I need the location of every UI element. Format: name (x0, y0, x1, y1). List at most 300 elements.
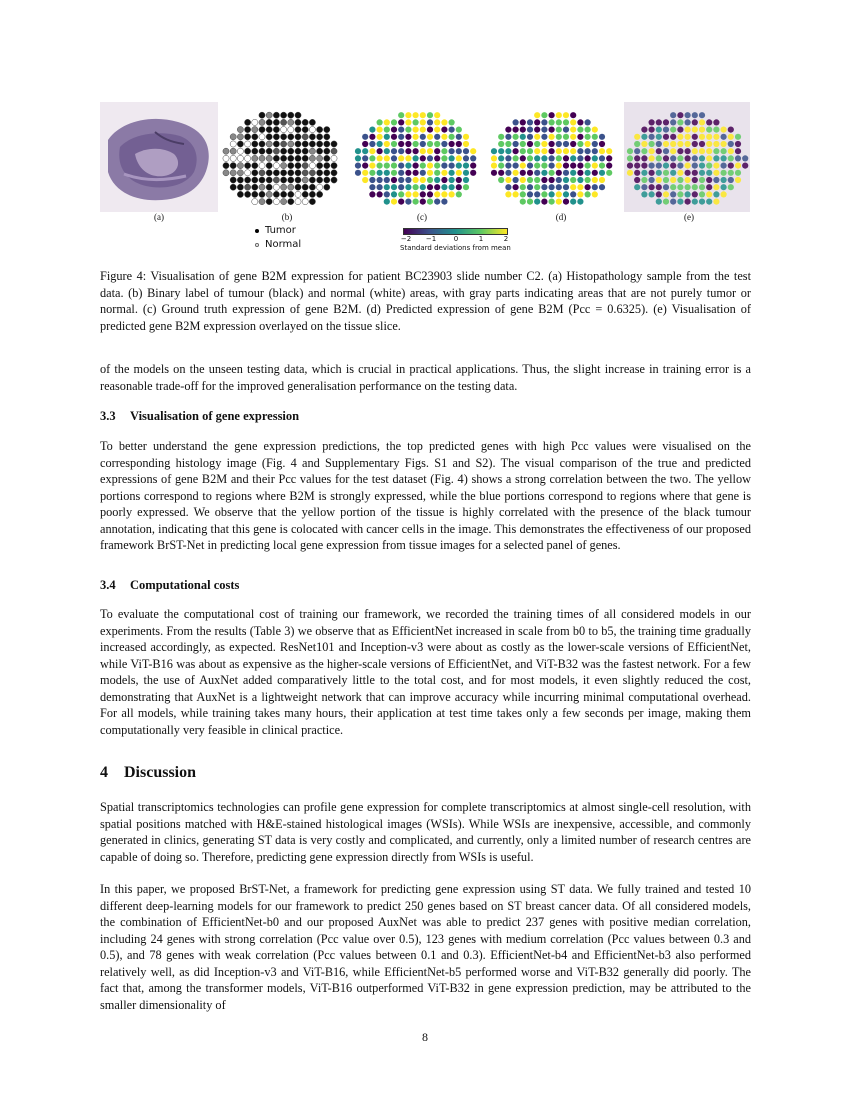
expression-spot (534, 199, 540, 205)
paragraph-3-3: To better understand the gene expression predictions, the top predicted genes with high Pcc values were visualised on the corresponding histology image (Fig. 4 and Supplementary Figs. S1 and S2). The visual comparison of the true and predicted expressions of gene B2M and their Pcc values for the test dataset (Fig. 4) shows a strong correlation between the two. The yellow portions correspond to regions where B2M is strongly expressed, while the blue portions correspond to regions where that gene is poorly expressed. We observe that the yellow portion of the tissue is highly correlated with the presence of the black tumour annotation, indicating that this gene is colocated with cancer cells in the image. This demonstrates the effectiveness of our proposed framework BrST-Net in predicting local gene expression from tissue images for a selected panel of genes. (100, 439, 751, 552)
expression-spot (692, 112, 698, 118)
expression-spot (699, 112, 705, 118)
expression-spot (324, 141, 330, 147)
expression-spot (427, 141, 433, 147)
expression-spot (449, 170, 455, 176)
expression-spot (259, 155, 265, 161)
expression-spot (592, 155, 598, 161)
expression-spot (273, 127, 279, 133)
expression-spot (413, 191, 419, 197)
expression-spot (706, 127, 712, 133)
expression-spot (281, 184, 287, 190)
expression-spot (273, 177, 279, 183)
expression-spot (456, 177, 462, 183)
expression-spot (728, 177, 734, 183)
expression-spot (585, 170, 591, 176)
expression-spot (570, 163, 576, 169)
expression-spot (391, 155, 397, 161)
expression-spot (520, 177, 526, 183)
expression-spot (288, 112, 294, 118)
expression-spot (685, 127, 691, 133)
expression-spot (441, 127, 447, 133)
expression-spot (413, 119, 419, 125)
expression-spot (520, 155, 526, 161)
expression-spot (549, 191, 555, 197)
expression-spot (685, 141, 691, 147)
expression-spot (420, 177, 426, 183)
expression-spot (498, 155, 504, 161)
expression-spot (237, 177, 243, 183)
expression-spot (377, 177, 383, 183)
expression-spot (324, 177, 330, 183)
expression-spot (677, 112, 683, 118)
expression-spot (441, 177, 447, 183)
expression-spot (505, 177, 511, 183)
expression-spot (556, 191, 562, 197)
expression-spot (713, 141, 719, 147)
expression-spot (563, 119, 569, 125)
expression-spot (663, 191, 669, 197)
expression-spot (355, 170, 361, 176)
expression-spot (577, 127, 583, 133)
expression-spot (641, 155, 647, 161)
expression-spot (420, 155, 426, 161)
expression-spot (324, 127, 330, 133)
expression-spot (266, 134, 272, 140)
expression-spot (405, 170, 411, 176)
expression-spot (527, 199, 533, 205)
expression-spot (699, 134, 705, 140)
expression-spot (513, 177, 519, 183)
expression-spot (541, 119, 547, 125)
expression-spot (721, 134, 727, 140)
expression-spot (735, 177, 741, 183)
expression-spot (237, 163, 243, 169)
expression-spot (302, 191, 308, 197)
expression-spot (420, 127, 426, 133)
expression-spot (441, 163, 447, 169)
expression-spot (577, 199, 583, 205)
expression-spot (585, 127, 591, 133)
expression-spot (549, 170, 555, 176)
expression-spot (534, 163, 540, 169)
expression-spot (377, 184, 383, 190)
expression-spot (534, 119, 540, 125)
expression-spot (398, 134, 404, 140)
expression-spot (549, 177, 555, 183)
expression-spot (570, 184, 576, 190)
expression-spot (420, 199, 426, 205)
expression-spot (641, 148, 647, 154)
expression-spot (556, 177, 562, 183)
expression-spot (513, 148, 519, 154)
expression-spot (713, 170, 719, 176)
expression-spot (577, 184, 583, 190)
expression-spot (295, 184, 301, 190)
expression-spot (420, 184, 426, 190)
expression-spot (570, 119, 576, 125)
paragraph-3-4: To evaluate the computational cost of training our framework, we recorded the training times of all considered models in our experiments. From the results (Table 3) we observe that as EfficientNet increased in scale from b0 to b5, the training time gradually increased accordingly, as expected. ResNet101 and Inception-v3 were about as costly as the lower-scale versions of EfficientNet, while ViT-B16 was about as expensive as the higher-scale versions of EfficientNet, and ViT-B32 was the fastest network. For a few models, the use of AuxNet added comparatively little to the total cost, and for most models, it even slightly reduced the cost, demonstrating that AuxNet is a lightweight network that can improve accuracy while incurring minimal computational overhead. For all models, while training takes many hours, their application at test time takes only a few seconds per image, making them computationally very feasible in clinical practice. (100, 607, 751, 737)
expression-spot (585, 177, 591, 183)
expression-spot (281, 127, 287, 133)
expression-spot (656, 199, 662, 205)
expression-spot (362, 163, 368, 169)
expression-spot (670, 177, 676, 183)
expression-spot (649, 148, 655, 154)
normal-marker-icon (255, 243, 259, 247)
expression-spot (420, 148, 426, 154)
expression-spot (273, 199, 279, 205)
expression-spot (456, 170, 462, 176)
expression-spot (384, 170, 390, 176)
expression-spot (549, 141, 555, 147)
expression-spot (721, 170, 727, 176)
expression-spot (541, 163, 547, 169)
expression-spot (266, 127, 272, 133)
expression-spot (656, 119, 662, 125)
expression-spot (663, 184, 669, 190)
expression-spot (405, 141, 411, 147)
expression-spot (463, 148, 469, 154)
expression-spot (420, 191, 426, 197)
expression-spot (735, 163, 741, 169)
expression-spot (563, 134, 569, 140)
expression-spot (527, 127, 533, 133)
expression-spot (259, 112, 265, 118)
expression-spot (384, 127, 390, 133)
expression-spot (641, 163, 647, 169)
expression-spot (527, 163, 533, 169)
expression-spot (505, 191, 511, 197)
expression-spot (713, 177, 719, 183)
expression-spot (449, 148, 455, 154)
expression-spot (230, 155, 236, 161)
expression-spot (259, 191, 265, 197)
expression-spot (427, 112, 433, 118)
expression-spot (391, 184, 397, 190)
expression-spot (728, 155, 734, 161)
expression-spot (331, 163, 337, 169)
expression-spot (735, 148, 741, 154)
expression-spot (413, 148, 419, 154)
expression-spot (245, 155, 251, 161)
expression-spot (585, 184, 591, 190)
expression-spot (288, 163, 294, 169)
expression-spot (685, 119, 691, 125)
expression-spot (649, 141, 655, 147)
expression-spot (599, 148, 605, 154)
expression-spot (252, 119, 258, 125)
expression-spot (309, 163, 315, 169)
expression-spot (706, 134, 712, 140)
expression-spot (302, 170, 308, 176)
expression-spot (355, 148, 361, 154)
expression-spot (649, 177, 655, 183)
panel-label-d: (d) (555, 212, 567, 222)
expression-spot (563, 155, 569, 161)
expression-spot (398, 119, 404, 125)
expression-spot (427, 163, 433, 169)
expression-spot (634, 184, 640, 190)
expression-spot (677, 184, 683, 190)
expression-spot (649, 155, 655, 161)
expression-spot (324, 184, 330, 190)
expression-spot (391, 127, 397, 133)
expression-spot (634, 141, 640, 147)
expression-spot (463, 141, 469, 147)
expression-spot (405, 134, 411, 140)
expression-spot (302, 155, 308, 161)
expression-spot (585, 119, 591, 125)
expression-spot (563, 177, 569, 183)
expression-spot (252, 170, 258, 176)
expression-spot (288, 199, 294, 205)
expression-spot (513, 134, 519, 140)
expression-spot (692, 163, 698, 169)
expression-spot (685, 163, 691, 169)
expression-spot (391, 148, 397, 154)
expression-spot (288, 134, 294, 140)
paragraph-4-b: In this paper, we proposed BrST-Net, a framework for predicting gene expression using ST data. We fully trained and tested 10 different deep-learning models for our framework to predict 250 genes based on ST breast cancer data. Of all considered models, the combination of EfficientNet-b0 and our proposed AuxNet was able to predict 237 genes with positive median correlation, including 24 genes with strong correlation (Pcc value over 0.5), 123 genes with medium correlation (Pcc values between 0.3 and 0.5), and 78 genes with weak correlation (Pcc values between 0.1 and 0.3). EfficientNet-b4 and EfficientNet-b3 also performed relatively well, as did Inception-v3 and ViT-B16, while EfficientNet-b5 performed worse and ViT-B32 generally did poorly. The fact that, among the transformer models, ViT-B16 outperformed ViT-B32 in gene expression prediction, may be attributed to the smaller dimensionality of (100, 882, 751, 1012)
expression-spot (685, 134, 691, 140)
expression-spot (692, 134, 698, 140)
expression-spot (663, 134, 669, 140)
expression-spot (556, 199, 562, 205)
expression-spot (563, 141, 569, 147)
expression-spot (384, 184, 390, 190)
expression-spot (656, 191, 662, 197)
expression-spot (534, 170, 540, 176)
expression-spot (491, 148, 497, 154)
expression-spot (324, 163, 330, 169)
expression-spot (585, 148, 591, 154)
paragraph-4-a: Spatial transcriptomics technologies can profile gene expression for complete transcriptomics at almost single-cell resolution, with spatial positions matched with H&E-stained histological images (WSIs). While WSIs are inexpensive, accessible, and commonly generated in clinics, generating ST data is very costly and complicated, and currently, only a limited number of research centres are capable of doing so. Therefore, predicting gene expression directly from WSIs is useful. (100, 800, 751, 864)
expression-spot (627, 170, 633, 176)
expression-spot (295, 127, 301, 133)
expression-spot (281, 170, 287, 176)
expression-spot (670, 163, 676, 169)
expression-spot (549, 163, 555, 169)
expression-spot (491, 155, 497, 161)
expression-spot (273, 141, 279, 147)
expression-spot (295, 170, 301, 176)
expression-spot (520, 134, 526, 140)
expression-spot (259, 163, 265, 169)
expression-spot (699, 155, 705, 161)
expression-spot (413, 170, 419, 176)
expression-spot (649, 191, 655, 197)
expression-spot (556, 119, 562, 125)
expression-spot (685, 148, 691, 154)
expression-spot (384, 191, 390, 197)
expression-spot (706, 184, 712, 190)
expression-spot (513, 155, 519, 161)
expression-spot (377, 141, 383, 147)
expression-spot (677, 170, 683, 176)
expression-spot (331, 170, 337, 176)
expression-spot (663, 155, 669, 161)
expression-spot (520, 119, 526, 125)
colorbar-gradient (403, 228, 508, 235)
expression-spot (369, 177, 375, 183)
expression-spot (302, 148, 308, 154)
expression-spot (441, 141, 447, 147)
expression-spot (362, 134, 368, 140)
expression-spot (295, 155, 301, 161)
expression-spot (505, 134, 511, 140)
expression-spot (699, 119, 705, 125)
expression-spot (369, 127, 375, 133)
expression-spot (721, 163, 727, 169)
expression-spot (281, 119, 287, 125)
expression-spot (405, 177, 411, 183)
expression-spot (721, 141, 727, 147)
expression-spot (513, 184, 519, 190)
expression-spot (420, 170, 426, 176)
expression-spot (706, 191, 712, 197)
expression-spot (649, 163, 655, 169)
expression-spot (534, 191, 540, 197)
expression-spot (391, 170, 397, 176)
expression-spot (317, 127, 323, 133)
expression-spot (288, 184, 294, 190)
expression-spot (527, 155, 533, 161)
expression-spot (585, 155, 591, 161)
expression-spot (563, 191, 569, 197)
expression-spot (456, 134, 462, 140)
expression-spot (556, 141, 562, 147)
expression-spot (670, 119, 676, 125)
expression-spot (699, 148, 705, 154)
expression-spot (427, 199, 433, 205)
expression-spot (266, 177, 272, 183)
expression-spot (259, 184, 265, 190)
expression-spot (331, 155, 337, 161)
expression-spot (309, 141, 315, 147)
expression-spot (670, 170, 676, 176)
expression-spot (259, 141, 265, 147)
expression-spot (391, 119, 397, 125)
expression-spot (266, 148, 272, 154)
expression-spot (634, 148, 640, 154)
expression-spot (398, 170, 404, 176)
expression-spot (491, 170, 497, 176)
expression-spot (420, 112, 426, 118)
expression-spot (606, 170, 612, 176)
expression-spot (699, 191, 705, 197)
expression-spot (692, 148, 698, 154)
expression-spot (223, 148, 229, 154)
expression-spot (721, 177, 727, 183)
expression-spot (563, 184, 569, 190)
expression-spot (266, 112, 272, 118)
expression-spot (449, 119, 455, 125)
expression-spot (230, 170, 236, 176)
expression-spot (520, 199, 526, 205)
expression-spot (441, 199, 447, 205)
expression-spot (377, 170, 383, 176)
expression-spot (398, 141, 404, 147)
expression-spot (534, 177, 540, 183)
expression-spot (670, 184, 676, 190)
expression-spot (713, 134, 719, 140)
expression-spot (355, 163, 361, 169)
expression-spot (230, 177, 236, 183)
expression-spot (706, 177, 712, 183)
expression-spot (391, 134, 397, 140)
expression-spot (324, 155, 330, 161)
expression-spot (706, 119, 712, 125)
expression-spot (434, 112, 440, 118)
expression-spot (456, 148, 462, 154)
page-number: 8 (422, 1030, 428, 1044)
expression-spot (252, 148, 258, 154)
expression-spot (405, 119, 411, 125)
expression-spot (541, 141, 547, 147)
expression-spot (527, 141, 533, 147)
expression-spot (309, 177, 315, 183)
expression-spot (742, 155, 748, 161)
expression-spot (288, 155, 294, 161)
expression-spot (585, 134, 591, 140)
expression-spot (369, 163, 375, 169)
expression-spot (413, 112, 419, 118)
expression-spot (570, 141, 576, 147)
expression-spot (627, 148, 633, 154)
expression-spot (527, 119, 533, 125)
paragraph-intro: of the models on the unseen testing data, which is crucial in practical applications. Thus, the slight increase in training error is a reasonable trade-off for the improved generalisation performance on the testing data. (100, 362, 751, 393)
expression-spot (252, 199, 258, 205)
expression-spot (527, 191, 533, 197)
expression-spot (259, 127, 265, 133)
expression-spot (556, 148, 562, 154)
expression-spot (309, 170, 315, 176)
expression-spot (230, 163, 236, 169)
expression-spot (549, 119, 555, 125)
expression-spot (449, 141, 455, 147)
expression-spot (309, 119, 315, 125)
expression-spot (685, 170, 691, 176)
expression-spot (434, 191, 440, 197)
expression-spot (670, 199, 676, 205)
expression-spot (463, 184, 469, 190)
expression-spot (570, 134, 576, 140)
expression-spot (713, 184, 719, 190)
expression-spot (527, 184, 533, 190)
expression-spot (273, 170, 279, 176)
expression-spot (413, 177, 419, 183)
predicted-expression-map (488, 102, 616, 212)
expression-spot (324, 148, 330, 154)
expression-spot (434, 141, 440, 147)
expression-spot (391, 199, 397, 205)
expression-spot (670, 134, 676, 140)
expression-spot (577, 191, 583, 197)
expression-spot (663, 148, 669, 154)
expression-spot (742, 163, 748, 169)
expression-spot (677, 134, 683, 140)
expression-spot (420, 134, 426, 140)
expression-spot (505, 127, 511, 133)
expression-spot (549, 199, 555, 205)
expression-spot (728, 170, 734, 176)
expression-spot (369, 170, 375, 176)
expression-spot (252, 134, 258, 140)
expression-spot (273, 119, 279, 125)
expression-spot (549, 127, 555, 133)
expression-spot (405, 127, 411, 133)
expression-spot (534, 148, 540, 154)
